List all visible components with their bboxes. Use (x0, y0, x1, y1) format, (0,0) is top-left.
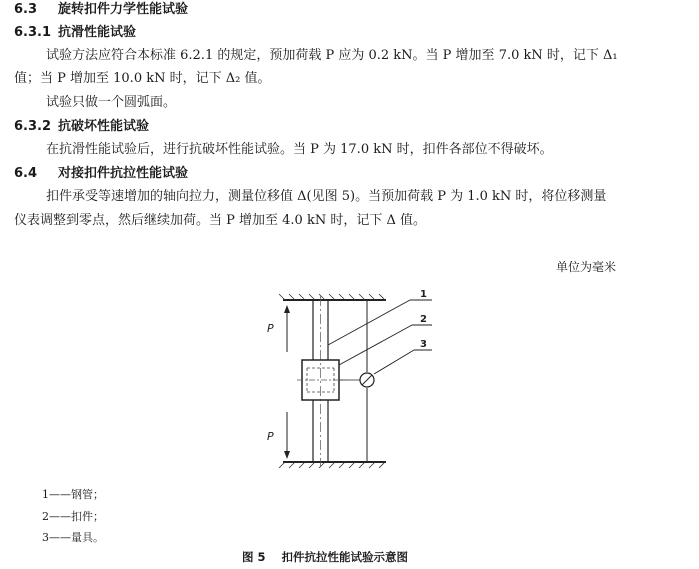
paragraph-line: 扣件承受等速增加的轴向拉力，测量位移值 Δ(见图 5)。当预加荷载 P 为 1.0 kN 时，将位移测量 (46, 189, 607, 204)
section-number: 6.3 (14, 2, 38, 17)
paragraph-line: 仪表调整到零点，然后继续加荷。当 P 增加至 4.0 kN 时，记下 Δ 值。 (14, 213, 426, 228)
section-number: 6.4 (14, 166, 38, 181)
callout-number-3: 3 (420, 339, 427, 350)
callout-leaders (328, 300, 432, 374)
load-label-bottom: P (267, 430, 274, 443)
paragraph-line: 在抗滑性能试验后，进行抗破坏性能试验。当 P 为 17.0 kN 时，扣件各部位不得破坏。 (46, 142, 553, 157)
section-title: 旋转扣件力学性能试验 (58, 2, 189, 17)
measuring-gauge (339, 300, 374, 462)
section-title: 抗滑性能试验 (58, 25, 137, 40)
legend-item-1: 1——钢管； (42, 488, 104, 501)
paragraph-line: 值；当 P 增加至 10.0 kN 时，记下 Δ₂ 值。 (14, 71, 271, 86)
top-plate (279, 294, 386, 300)
unit-note: 单位为毫米 (556, 260, 617, 274)
figure-caption: 图 5 扣件抗拉性能试验示意图 (242, 550, 409, 564)
legend-item-2: 2——扣件； (42, 510, 104, 523)
callout-number-1: 1 (420, 289, 427, 300)
coupler (297, 360, 346, 400)
legend-item-3: 3——量具。 (42, 531, 104, 544)
section-title: 对接扣件抗拉性能试验 (58, 166, 189, 181)
paragraph-line: 试验只做一个圆弧面。 (46, 95, 177, 110)
load-label-top: P (267, 322, 274, 335)
section-number: 6.3.2 (14, 119, 52, 134)
callout-number-2: 2 (420, 314, 427, 325)
load-arrows (284, 305, 290, 459)
steel-tube (313, 296, 328, 466)
section-title: 抗破坏性能试验 (58, 119, 150, 134)
paragraph-line: 试验方法应符合本标准 6.2.1 的规定，预加荷载 P 应为 0.2 kN。当 P 增加至 7.0 kN 时，记下 Δ₁ (46, 48, 618, 63)
section-number: 6.3.1 (14, 25, 52, 40)
bottom-plate (279, 462, 386, 468)
